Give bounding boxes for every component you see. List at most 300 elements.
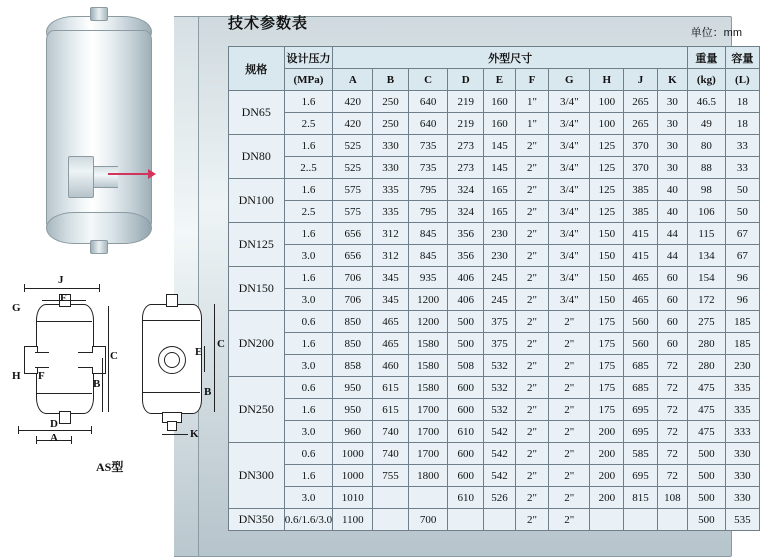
cell-h: 200 [590,487,624,509]
cell-a: 1100 [333,509,373,531]
cell-e: 526 [484,487,516,509]
flow-arrow-line [108,173,150,175]
cell-kg: 500 [687,465,725,487]
cell-f: 2" [515,157,548,179]
cell-b [373,509,409,531]
cell-j: 415 [624,245,658,267]
cell-kg: 475 [687,377,725,399]
table-row [229,443,760,465]
cell-g: 2" [549,509,590,531]
cell-l: 185 [725,333,759,355]
cell-mpa: 3.0 [284,355,333,377]
cell-kg: 80 [687,135,725,157]
table-row [229,465,760,487]
dim-line-side-k [162,434,188,435]
table-row [229,179,760,201]
cell-k [657,509,687,531]
cell-c: 1580 [408,333,448,355]
table-row [229,135,760,157]
cell-mpa: 3.0 [284,487,333,509]
cell-spec: DN350 [229,509,285,531]
cell-a: 575 [333,201,373,223]
spec-table-area [228,0,760,539]
cell-j: 370 [624,135,658,157]
cell-j: 685 [624,377,658,399]
dim-line-side-b [214,374,215,412]
cell-a: 1010 [333,487,373,509]
cell-f: 2" [515,179,548,201]
table-row [229,509,760,531]
cell-k: 72 [657,355,687,377]
page-title: 技术参数表 [228,15,309,32]
cell-k: 60 [657,289,687,311]
cell-h: 100 [590,113,624,135]
table-row [229,333,760,355]
cell-e: 245 [484,289,516,311]
cell-b: 335 [373,201,409,223]
header-capacity: 容量 [725,47,759,69]
cell-c: 795 [408,201,448,223]
cell-spec: DN100 [229,179,285,223]
cell-c: 640 [408,91,448,113]
cell-k: 72 [657,399,687,421]
flow-arrow-head [148,169,156,179]
cell-b: 345 [373,289,409,311]
cell-a: 706 [333,267,373,289]
cell-kg: 275 [687,311,725,333]
cell-a: 420 [333,91,373,113]
cell-mpa: 2.5 [284,113,333,135]
cell-k: 60 [657,333,687,355]
cell-spec: DN250 [229,377,285,443]
cell-mpa: 0.6/1.6/3.0 [284,509,333,531]
cell-a: 420 [333,113,373,135]
cell-h [590,509,624,531]
cell-l: 333 [725,421,759,443]
cell-f: 2" [515,487,548,509]
cell-e: 160 [484,91,516,113]
cell-d: 406 [448,267,484,289]
as-type-caption: AS型 [96,460,124,474]
cell-b: 312 [373,223,409,245]
cell-f: 2" [515,465,548,487]
cell-j: 415 [624,223,658,245]
side-label-c: C [217,338,225,350]
cell-c: 1580 [408,355,448,377]
cell-d: 356 [448,223,484,245]
cell-f: 2" [515,355,548,377]
dim-line-c [108,306,109,412]
side-view-drain-outlet [167,421,177,431]
cell-kg: 475 [687,399,725,421]
vessel-bottom-drain [90,240,108,254]
cell-j: 695 [624,465,658,487]
cell-d: 219 [448,113,484,135]
cell-d: 500 [448,333,484,355]
front-view-right-pipe [78,352,93,368]
cell-a: 575 [333,179,373,201]
cell-h: 175 [590,333,624,355]
table-row [229,421,760,443]
header-dimensions: 外型尺寸 [333,47,687,69]
cell-kg: 172 [687,289,725,311]
cell-h: 200 [590,443,624,465]
cell-l: 33 [725,135,759,157]
cell-f: 2" [515,509,548,531]
cell-mpa: 1.6 [284,91,333,113]
table-row [229,289,760,311]
spec-table-body [229,91,760,531]
cell-g: 3/4" [549,289,590,311]
cell-h: 200 [590,465,624,487]
cell-kg: 280 [687,333,725,355]
front-view-bottom-stub [59,411,71,424]
cell-e: 145 [484,157,516,179]
cell-h: 175 [590,311,624,333]
table-row [229,311,760,333]
cell-c [408,487,448,509]
cell-d: 508 [448,355,484,377]
cell-l: 50 [725,201,759,223]
cell-l: 330 [725,465,759,487]
cell-d: 273 [448,157,484,179]
cell-kg: 500 [687,509,725,531]
cell-d: 324 [448,201,484,223]
cell-d [448,509,484,531]
cell-c: 1200 [408,289,448,311]
cell-g: 3/4" [549,245,590,267]
table-row [229,201,760,223]
cell-spec: DN80 [229,135,285,179]
cell-k: 72 [657,443,687,465]
cell-b: 740 [373,421,409,443]
table-row [229,267,760,289]
cell-l: 330 [725,487,759,509]
cell-k: 30 [657,135,687,157]
dim-line-j [24,288,100,289]
front-label-c: C [110,350,118,362]
cell-l: 67 [725,245,759,267]
product-illustrations [0,0,228,539]
cell-f: 2" [515,135,548,157]
cell-f: 2" [515,443,548,465]
cell-e [484,509,516,531]
cell-k: 72 [657,377,687,399]
cell-a: 858 [333,355,373,377]
cell-g: 2" [549,421,590,443]
cell-c: 1200 [408,311,448,333]
front-label-f2: F [38,370,45,382]
cell-e: 532 [484,399,516,421]
cell-c: 935 [408,267,448,289]
cell-c: 1700 [408,421,448,443]
cell-kg: 500 [687,487,725,509]
cell-d: 324 [448,179,484,201]
header-weight-unit: (kg) [687,69,725,91]
cell-b: 330 [373,157,409,179]
cell-k: 40 [657,201,687,223]
table-row [229,377,760,399]
cell-d: 273 [448,135,484,157]
cell-g: 2" [549,399,590,421]
cell-c: 735 [408,157,448,179]
cell-c: 1580 [408,377,448,399]
cell-k: 72 [657,465,687,487]
vessel-top-vent [90,7,108,21]
cell-a: 525 [333,157,373,179]
cell-a: 950 [333,399,373,421]
cell-kg: 475 [687,421,725,443]
header-col-h: H [590,69,624,91]
cell-d: 610 [448,487,484,509]
cell-h: 125 [590,157,624,179]
header-row-1 [229,47,760,69]
cell-b: 335 [373,179,409,201]
cell-l: 96 [725,267,759,289]
cell-b: 330 [373,135,409,157]
side-view-nozzle-inner-circle [164,352,180,368]
cell-l: 67 [725,223,759,245]
cell-h: 125 [590,201,624,223]
cell-f: 2" [515,399,548,421]
cell-mpa: 3.0 [284,289,333,311]
cell-kg: 500 [687,443,725,465]
cell-k: 60 [657,267,687,289]
cell-mpa: 1.6 [284,223,333,245]
vessel-body [46,30,152,232]
cell-mpa: 1.6 [284,135,333,157]
table-row [229,157,760,179]
cell-b: 740 [373,443,409,465]
cell-g: 3/4" [549,223,590,245]
cell-c: 845 [408,245,448,267]
cell-g: 2" [549,487,590,509]
cell-g: 2" [549,355,590,377]
cell-j: 370 [624,157,658,179]
cell-g: 2" [549,377,590,399]
cell-l: 230 [725,355,759,377]
cell-j: 815 [624,487,658,509]
cell-kg: 154 [687,267,725,289]
header-design-pressure: 设计压力 [284,47,333,69]
cell-b: 250 [373,91,409,113]
header-col-a: A [333,69,373,91]
dim-tick-a-left [18,426,19,434]
cell-j: 385 [624,179,658,201]
cell-h: 200 [590,421,624,443]
cell-f: 2" [515,377,548,399]
cell-kg: 115 [687,223,725,245]
cell-j [624,509,658,531]
side-view-band-bottom [142,392,200,393]
header-weight: 重量 [687,47,725,69]
side-view-top-stub [166,294,178,307]
cell-b: 755 [373,465,409,487]
cell-a: 656 [333,223,373,245]
cell-d: 600 [448,377,484,399]
cell-d: 500 [448,311,484,333]
cell-l: 185 [725,311,759,333]
dim-tick-d-right [71,436,72,444]
cell-c: 1800 [408,465,448,487]
cell-k: 40 [657,179,687,201]
cell-j: 265 [624,91,658,113]
cell-e: 375 [484,311,516,333]
cell-a: 850 [333,333,373,355]
table-row [229,245,760,267]
cell-k: 108 [657,487,687,509]
separator-photo [46,16,150,246]
table-row [229,487,760,509]
front-label-g: G [12,302,21,314]
cell-g: 3/4" [549,113,590,135]
table-row [229,399,760,421]
cell-c: 735 [408,135,448,157]
cell-h: 125 [590,135,624,157]
cell-a: 656 [333,245,373,267]
cell-e: 542 [484,465,516,487]
dim-tick-a-right [91,426,92,434]
header-spec: 规格 [229,47,285,91]
cell-f: 2" [515,245,548,267]
cell-f: 2" [515,311,548,333]
cell-d: 600 [448,443,484,465]
cell-j: 560 [624,311,658,333]
cell-g: 2" [549,333,590,355]
front-view-right-flange [92,346,106,374]
cell-mpa: 1.6 [284,267,333,289]
cell-b: 465 [373,311,409,333]
cell-f: 2" [515,333,548,355]
cell-f: 1" [515,113,548,135]
cell-a: 850 [333,311,373,333]
cell-j: 385 [624,201,658,223]
cell-j: 695 [624,421,658,443]
cell-e: 245 [484,267,516,289]
cell-mpa: 2.5 [284,201,333,223]
cell-h: 175 [590,355,624,377]
cell-g: 2" [549,311,590,333]
table-row [229,223,760,245]
front-label-b: B [93,378,101,390]
table-row [229,113,760,135]
header-col-b: B [373,69,409,91]
cell-h: 150 [590,289,624,311]
cell-mpa: 3.0 [284,245,333,267]
cell-e: 542 [484,421,516,443]
cell-b: 465 [373,333,409,355]
cell-f: 2" [515,223,548,245]
cell-mpa: 0.6 [284,311,333,333]
cell-j: 685 [624,355,658,377]
cell-mpa: 1.6 [284,399,333,421]
cell-mpa: 1.6 [284,179,333,201]
cell-kg: 49 [687,113,725,135]
cell-g: 3/4" [549,201,590,223]
cell-b: 615 [373,399,409,421]
cell-l: 33 [725,157,759,179]
cell-b: 250 [373,113,409,135]
cell-k: 30 [657,157,687,179]
cell-kg: 46.5 [687,91,725,113]
header-col-k: K [657,69,687,91]
cell-e: 532 [484,377,516,399]
cell-kg: 134 [687,245,725,267]
cell-f: 2" [515,201,548,223]
cell-k: 30 [657,91,687,113]
cell-spec: DN200 [229,311,285,377]
cell-j: 585 [624,443,658,465]
table-row [229,91,760,113]
cell-h: 150 [590,245,624,267]
cell-e: 230 [484,223,516,245]
header-col-e: E [484,69,516,91]
unit-note: 单位：mm [690,27,742,39]
cell-a: 1000 [333,465,373,487]
cell-spec: DN150 [229,267,285,311]
cell-c: 1700 [408,399,448,421]
front-label-h: H [12,370,21,382]
cell-mpa: 1.6 [284,333,333,355]
cell-h: 125 [590,179,624,201]
cell-a: 1000 [333,443,373,465]
side-label-k: K [190,428,199,440]
header-design-pressure-unit: (MPa) [284,69,333,91]
spec-table-head [229,47,760,91]
cell-d: 600 [448,465,484,487]
cell-c: 845 [408,223,448,245]
cell-l: 330 [725,443,759,465]
cell-e: 165 [484,179,516,201]
cell-d: 600 [448,399,484,421]
cell-h: 175 [590,377,624,399]
header-col-j: J [624,69,658,91]
dim-line-side-e [204,346,205,372]
cell-kg: 280 [687,355,725,377]
cell-g: 3/4" [549,267,590,289]
cell-spec: DN300 [229,443,285,509]
cell-mpa: 1.6 [284,465,333,487]
cell-mpa: 3.0 [284,421,333,443]
side-view-band-top [142,320,200,321]
cell-c: 795 [408,179,448,201]
cell-spec: DN125 [229,223,285,267]
cell-c: 700 [408,509,448,531]
cell-j: 560 [624,333,658,355]
front-label-a: A [50,432,58,444]
cell-g: 3/4" [549,179,590,201]
cell-f: 2" [515,267,548,289]
cell-c: 640 [408,113,448,135]
cell-a: 706 [333,289,373,311]
cell-a: 525 [333,135,373,157]
inlet-neck [92,166,118,188]
cell-e: 230 [484,245,516,267]
cell-e: 165 [484,201,516,223]
header-col-c: C [408,69,448,91]
cell-e: 375 [484,333,516,355]
cell-f: 2" [515,421,548,443]
cell-e: 160 [484,113,516,135]
side-label-b: B [204,386,212,398]
cell-g: 3/4" [549,135,590,157]
cell-d: 406 [448,289,484,311]
cell-f: 1" [515,91,548,113]
cell-l: 18 [725,91,759,113]
cell-a: 950 [333,377,373,399]
cell-a: 960 [333,421,373,443]
cell-c: 1700 [408,443,448,465]
